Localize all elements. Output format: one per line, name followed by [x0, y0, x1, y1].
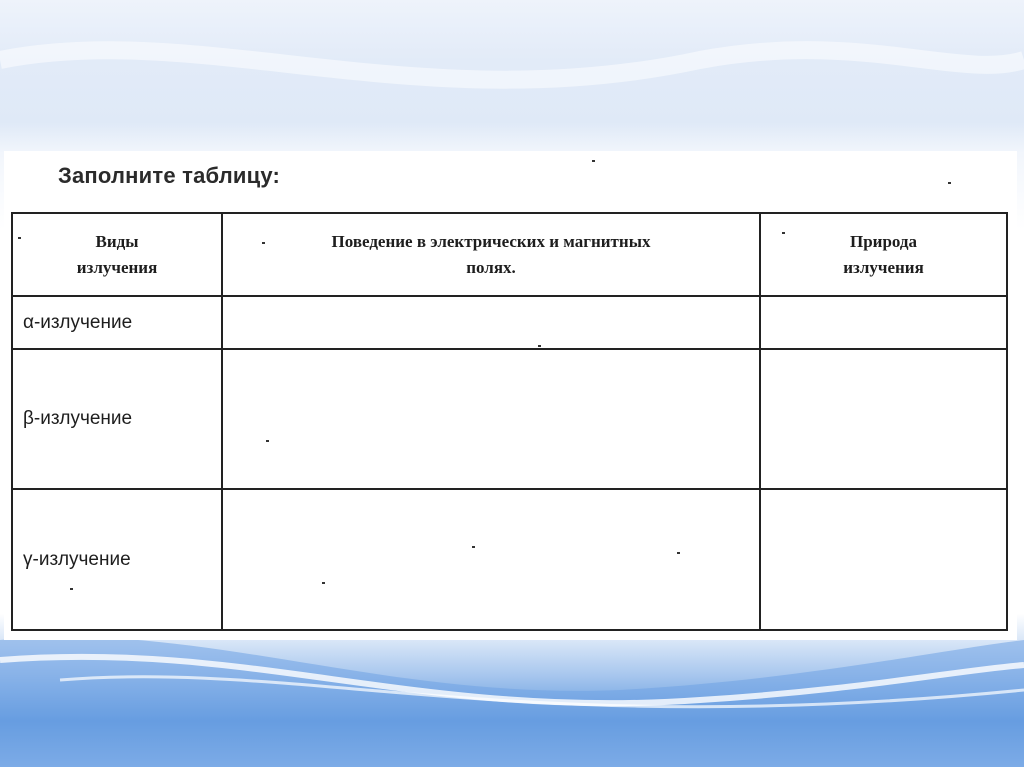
scan-speck [262, 242, 265, 244]
scan-speck [782, 232, 785, 234]
scan-speck [948, 182, 951, 184]
cell-behavior-beta[interactable] [222, 349, 760, 490]
cell-behavior-gamma[interactable] [222, 489, 760, 630]
row-label-beta: β-излучение [12, 349, 222, 490]
table-row [12, 296, 1007, 348]
scan-speck [677, 552, 680, 554]
scan-speck [538, 345, 541, 347]
scan-speck [472, 546, 475, 548]
scan-speck [70, 588, 73, 590]
header-nature: Природа излучения [760, 213, 1007, 296]
scan-speck [322, 582, 325, 584]
header-behavior: Поведение в электрических и магнитных полях. [222, 213, 760, 296]
table-header-row [12, 213, 1007, 296]
row-label-alpha: α-излучение [12, 296, 222, 348]
cell-behavior-alpha[interactable] [222, 296, 760, 348]
table-row [12, 489, 1007, 630]
row-label-gamma: γ-излучение [12, 489, 222, 630]
table-row [12, 349, 1007, 490]
radiation-table [11, 212, 1008, 631]
worksheet-title: Заполните таблицу: [58, 163, 281, 188]
scan-speck [266, 440, 269, 442]
cell-nature-alpha[interactable] [760, 296, 1007, 348]
cell-nature-beta[interactable] [760, 349, 1007, 490]
cell-nature-gamma[interactable] [760, 489, 1007, 630]
scan-speck [592, 160, 595, 162]
header-types: Виды излучения [12, 213, 222, 296]
scan-speck [18, 237, 21, 239]
